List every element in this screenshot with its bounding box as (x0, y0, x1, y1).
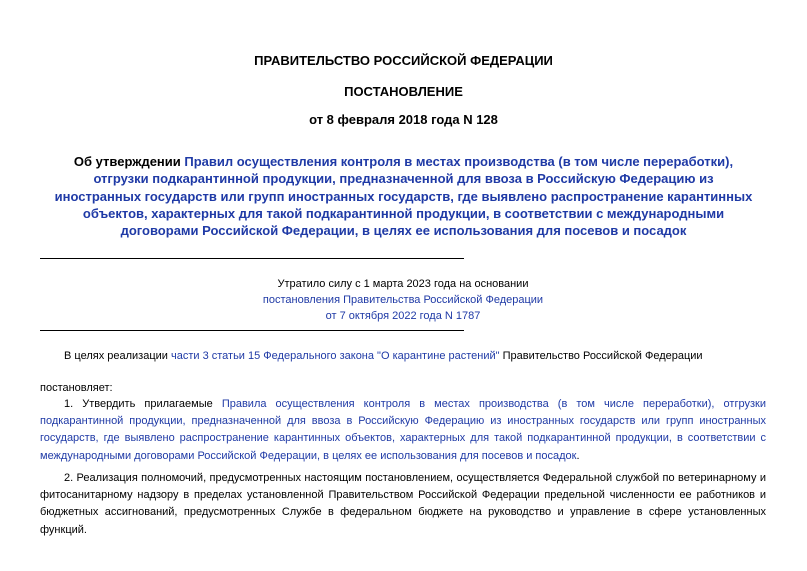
item-2-paragraph: 2. Реализация полномочий, предусмотренных настоящим постановлением, осуществляется Федеральной службой по ветеринарному и фитосанитарному надзору в пределах установленной Правительством Российской Федерации предельной численности ее работников и бюджетных ассигнований, предусмотренных Службе в федеральном бюджете на руководство и управление в сфере установленных функций. (40, 472, 766, 536)
document-title (52, 153, 755, 239)
preamble-text-before: В целях реализации (64, 350, 171, 362)
item-1-paragraph (40, 396, 766, 465)
document-type-heading: ПОСТАНОВЛЕНИЕ (344, 84, 463, 99)
preamble-paragraph (40, 348, 766, 365)
item-1-text-after: . (576, 449, 580, 462)
document-date-number: от 8 февраля 2018 года N 128 (309, 112, 498, 127)
repeal-notice-text: Утратило силу с 1 марта 2023 года на основании (277, 278, 529, 290)
notice-bottom-divider (40, 330, 464, 331)
notice-top-divider (40, 258, 464, 259)
resolves-text: постановляет: (40, 382, 113, 394)
approved-rules-link[interactable]: Правила осуществления контроля в местах производства (в том числе переработки), отгрузки подкарантинной продукции, предназначенной для ввоза в Российскую Федерацию из иностранных государств или групп иностранных государств, где выявлено распространение карантинных объектов, характерных для такой подкарантинной продукции, в соответствии с международными договорами Российской Федерации, в целях ее использования для посевов и посадок (40, 398, 766, 462)
government-heading: ПРАВИТЕЛЬСТВО РОССИЙСКОЙ ФЕДЕРАЦИИ (254, 53, 553, 68)
quarantine-law-link[interactable]: части 3 статьи 15 Федерального закона "О карантине растений" (170, 350, 500, 362)
title-rules-link[interactable]: Правил осуществления контроля в местах производства (в том числе переработки), отгрузки подкарантинной продукции, предназначенной для ввоза в Российскую Федерацию из иностранных государств или групп иностранных государств, где выявлено распространение карантинных объектов, характерных для такой подкарантинной продукции, в соответствии с международными договорами Российской Федерации, в целях ее использования для посевов и посадок (54, 154, 753, 239)
item-1-text-before: 1. Утвердить прилагаемые (64, 398, 222, 410)
repeal-decree-link-line1[interactable]: постановления Правительства Российской Федерации (262, 294, 544, 306)
repeal-notice (164, 276, 642, 324)
title-prefix: Об утверждении (73, 154, 185, 169)
preamble-text-after: Правительство Российской Федерации (499, 350, 703, 362)
repeal-decree-link-line2[interactable]: от 7 октября 2022 года N 1787 (325, 310, 481, 322)
